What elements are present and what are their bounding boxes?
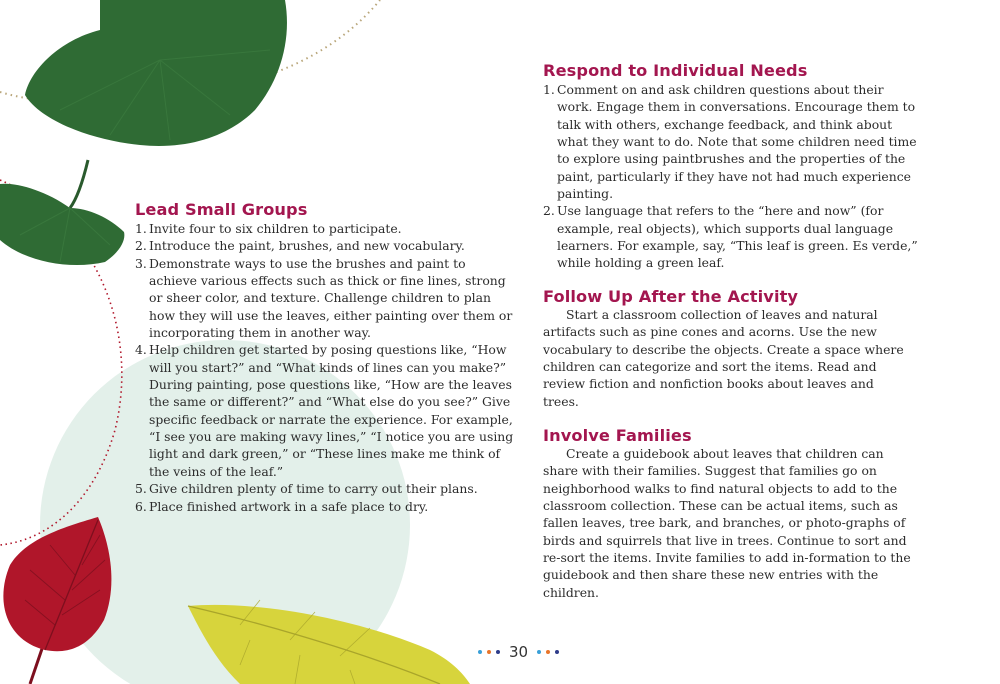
follow-up-paragraph: Start a classroom collection of leaves and natural artifacts such as pine cones and acorns. Use the new vocabulary to describe the objects. Create a space where children can categorize and sort the items. Read and review fiction and nonfiction books about leaves and trees. (543, 307, 904, 409)
list-item (543, 81, 921, 202)
respond-individual-needs-list (543, 81, 921, 272)
list-item-text: Demonstrate ways to use the brushes and paint to achieve various effects such as thick or fine lines, strong or sheer color, and texture. Challenge children to plan how they will use the leaves, either painting over them or incorporating them in another way. (149, 255, 513, 341)
list-item-number: 2. (135, 238, 147, 254)
list-item (135, 255, 517, 342)
list-item-text: Invite four to six children to participate. (149, 221, 402, 236)
list-item (135, 237, 517, 254)
involve-families-paragraph: Create a guidebook about leaves that children can share with their families. Suggest that families go on neighborhood walks to find natural objects to add to the classroom collection. These can be actual items, such as fallen leaves, tree bark, and branches, or photo-graphs of birds and squirrels that live in trees. Continue to sort and re-sort the items. Invite families to add in-formation to the guidebook and then share these new entries with the children. (543, 446, 911, 600)
list-item-text: Introduce the paint, brushes, and new vocabulary. (149, 238, 465, 254)
list-item-text: Help children get started by posing questions like, “How will you start?” and “What kinds of lines can you make?” During painting, pose questions like, “How are the leaves the same or different?” and “What else do you see?” Give specific feedback or narrate the experience. For example, “I see you are making wavy lines,” “I notice you are using light and dark green,” or “These lines make me think of the veins of the leaf.” (149, 342, 514, 479)
list-item-number: 4. (135, 342, 147, 358)
footer-dot (487, 650, 491, 654)
red-leaf (3, 517, 111, 684)
list-item-text: Place finished artwork in a safe place to dry. (149, 498, 429, 514)
page-number: 30 (509, 643, 529, 661)
footer-dot (496, 650, 500, 654)
lead-small-groups-heading: Lead Small Groups (135, 200, 308, 219)
list-item (135, 480, 517, 497)
footer-dot (546, 650, 550, 654)
involve-families-heading: Involve Families (543, 426, 692, 445)
list-item-number: 2. (543, 203, 555, 219)
list-item-text: Comment on and ask children questions about their work. Engage them in conversations. Encourage them to talk with others, exchange feedback, and think about what they want to do. Note that some children need time to explore using paintbrushes and the properties of the paint, particularly if they have not had much experience painting. (557, 82, 917, 202)
footer-dot (555, 650, 559, 654)
list-item-number: 1. (135, 221, 147, 236)
list-item-text: Use language that refers to the “here and now” (for example, real objects), which supports dual language learners. For example, say, “This leaf is green. Es verde,” while holding a green leaf. (557, 203, 918, 271)
respond-individual-needs-heading: Respond to Individual Needs (543, 61, 808, 80)
ginkgo-leaf-top (25, 0, 287, 146)
list-item (135, 220, 517, 237)
list-item-number: 3. (135, 255, 147, 271)
list-item-number: 1. (543, 82, 555, 97)
page-footer (478, 642, 559, 662)
list-item (135, 341, 517, 480)
list-item-number: 5. (135, 481, 147, 497)
lead-small-groups-list (135, 220, 517, 515)
footer-dot (478, 650, 482, 654)
footer-dot (537, 650, 541, 654)
follow-up-heading: Follow Up After the Activity (543, 287, 799, 306)
list-item (543, 202, 921, 271)
list-item-number: 6. (135, 498, 147, 514)
list-item (135, 498, 517, 515)
ginkgo-leaf-small (0, 160, 124, 265)
list-item-text: Give children plenty of time to carry out their plans. (149, 481, 478, 497)
